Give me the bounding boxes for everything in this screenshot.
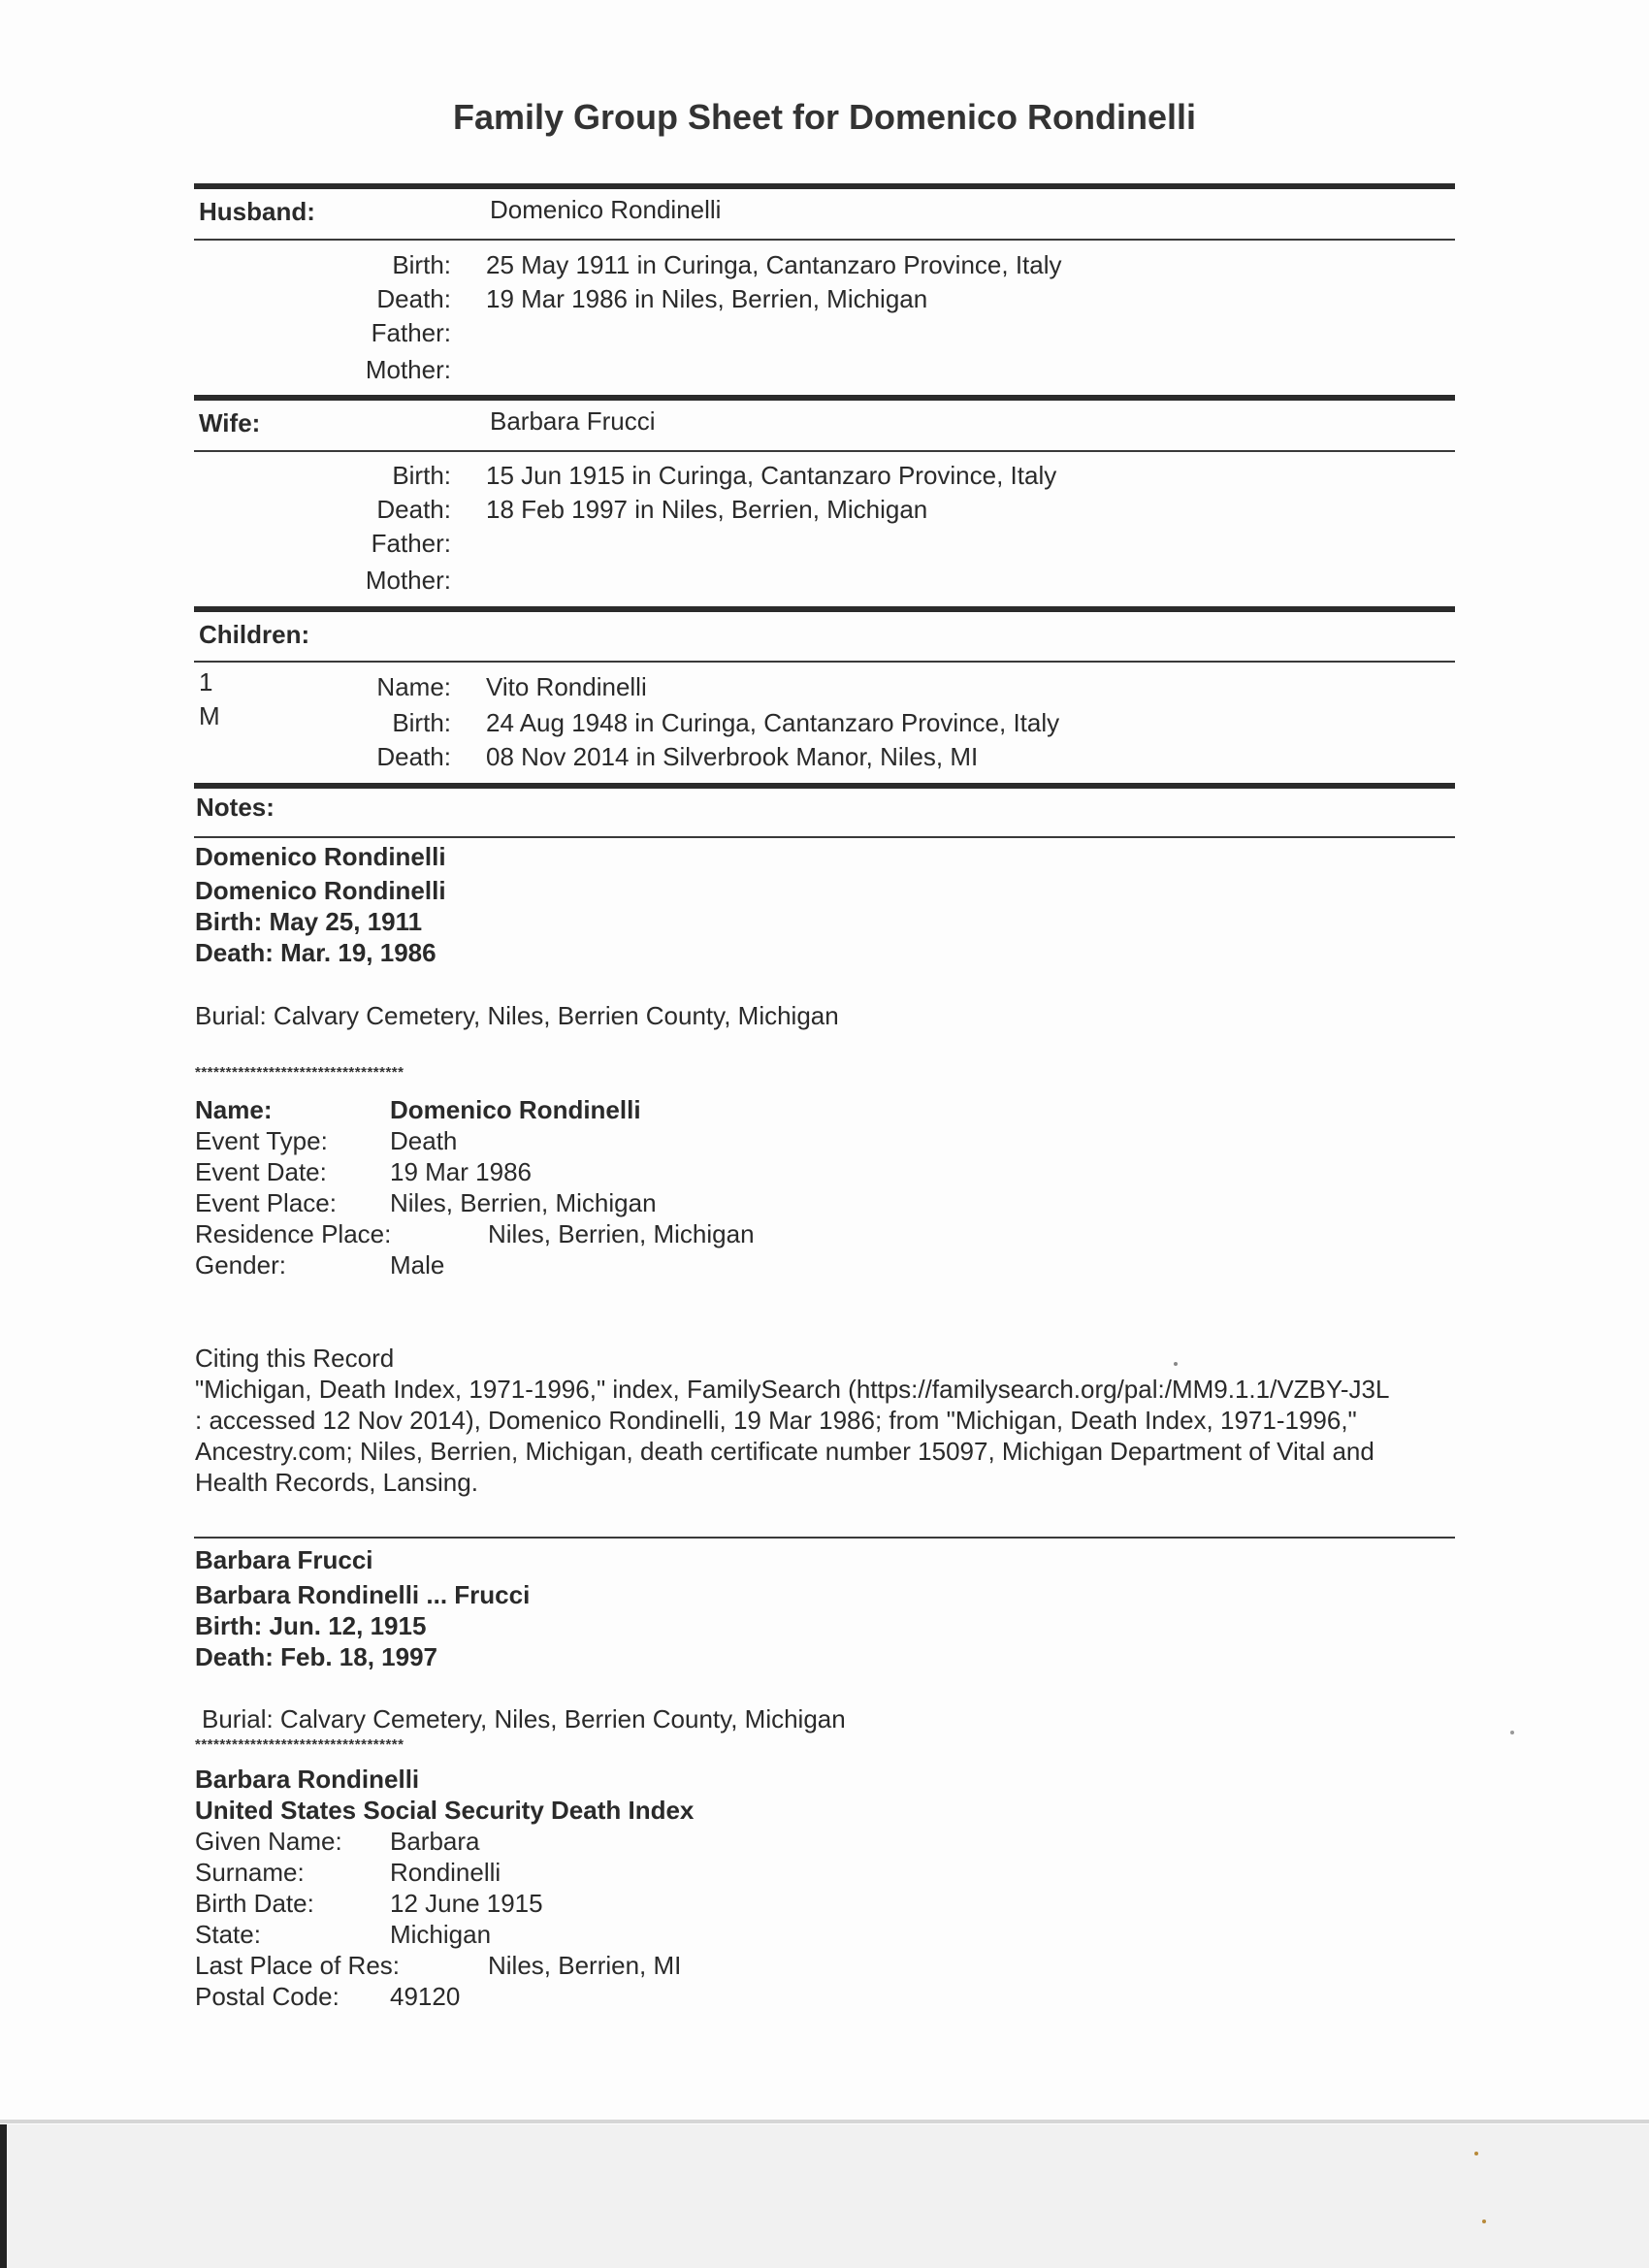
child-sex: M bbox=[199, 701, 220, 730]
notes-heading: Notes: bbox=[196, 793, 275, 822]
child-name-label: Name: bbox=[376, 672, 451, 701]
note-domenico-name: Domenico Rondinelli bbox=[195, 842, 446, 871]
child-birth-value: 24 Aug 1948 in Curinga, Cantanzaro Province, Italy bbox=[486, 708, 1060, 737]
section-divider bbox=[194, 661, 1455, 663]
ssdi-postal-code-value: 49120 bbox=[390, 1982, 461, 2011]
citation-line: "Michigan, Death Index, 1971-1996," index, FamilySearch (https://familysearch.org/pal:/MM9.1.1/VZBY-J3L bbox=[195, 1375, 1390, 1404]
section-rule bbox=[194, 783, 1455, 789]
citation-line: Health Records, Lansing. bbox=[195, 1468, 478, 1497]
child-death-value: 08 Nov 2014 in Silverbrook Manor, Niles, MI bbox=[486, 742, 979, 771]
note-barbara-death: Death: Feb. 18, 1997 bbox=[195, 1642, 437, 1671]
ssdi-name: Barbara Rondinelli bbox=[195, 1765, 420, 1794]
wife-father-label: Father: bbox=[371, 529, 451, 558]
ssdi-birth-date-value: 12 June 1915 bbox=[390, 1889, 543, 1918]
section-divider bbox=[194, 450, 1455, 452]
husband-birth-value: 25 May 1911 in Curinga, Cantanzaro Province, Italy bbox=[486, 250, 1062, 279]
child-number: 1 bbox=[199, 667, 213, 697]
ssdi-given-name-value: Barbara bbox=[390, 1827, 480, 1856]
wife-mother-label: Mother: bbox=[365, 566, 451, 595]
record-event-date-value: 19 Mar 1986 bbox=[390, 1157, 532, 1186]
record-name-value: Domenico Rondinelli bbox=[390, 1095, 641, 1124]
children-heading: Children: bbox=[199, 620, 310, 649]
ssdi-residence-value: Niles, Berrien, MI bbox=[488, 1951, 682, 1980]
note-domenico-birth: Birth: May 25, 1911 bbox=[195, 907, 423, 936]
child-death-label: Death: bbox=[376, 742, 451, 771]
record-event-type-value: Death bbox=[390, 1126, 458, 1155]
husband-father-label: Father: bbox=[371, 318, 451, 347]
child-birth-label: Birth: bbox=[392, 708, 451, 737]
record-residence-value: Niles, Berrien, Michigan bbox=[488, 1219, 755, 1248]
section-rule bbox=[194, 606, 1455, 612]
section-divider bbox=[194, 836, 1455, 838]
ssdi-birth-date-label: Birth Date: bbox=[195, 1889, 314, 1918]
citation-line: Ancestry.com; Niles, Berrien, Michigan, death certificate number 15097, Michigan Department of Vital and bbox=[195, 1437, 1374, 1466]
ssdi-state-label: State: bbox=[195, 1920, 261, 1949]
scan-speck bbox=[1174, 1362, 1178, 1366]
wife-birth-label: Birth: bbox=[392, 461, 451, 490]
note-barbara-name: Barbara Frucci bbox=[195, 1545, 373, 1574]
ssdi-state-value: Michigan bbox=[390, 1920, 492, 1949]
wife-death-value: 18 Feb 1997 in Niles, Berrien, Michigan bbox=[486, 495, 928, 524]
ssdi-residence-label: Last Place of Res: bbox=[195, 1951, 400, 1980]
wife-heading: Wife: bbox=[199, 408, 261, 437]
ssdi-given-name-label: Given Name: bbox=[195, 1827, 342, 1856]
ssdi-postal-code-label: Postal Code: bbox=[195, 1982, 340, 2011]
note-domenico-burial: Burial: Calvary Cemetery, Niles, Berrien County, Michigan bbox=[195, 1001, 839, 1030]
separator-stars: ********************************** bbox=[195, 1736, 404, 1753]
note-domenico-death: Death: Mar. 19, 1986 bbox=[195, 938, 436, 967]
husband-name: Domenico Rondinelli bbox=[490, 195, 722, 224]
page-edge bbox=[0, 2120, 1649, 2123]
wife-name: Barbara Frucci bbox=[490, 406, 656, 436]
record-event-date-label: Event Date: bbox=[195, 1157, 327, 1186]
ssdi-title: United States Social Security Death Index bbox=[195, 1796, 695, 1825]
citation-line: : accessed 12 Nov 2014), Domenico Rondinelli, 19 Mar 1986; from "Michigan, Death Index, 1971-1996," bbox=[195, 1406, 1357, 1435]
record-event-place-value: Niles, Berrien, Michigan bbox=[390, 1188, 657, 1217]
scan-speck bbox=[1482, 2219, 1486, 2223]
husband-mother-label: Mother: bbox=[365, 355, 451, 384]
husband-death-value: 19 Mar 1986 in Niles, Berrien, Michigan bbox=[486, 284, 928, 313]
child-name-value: Vito Rondinelli bbox=[486, 672, 647, 701]
section-rule bbox=[194, 395, 1455, 401]
scan-edge-shadow bbox=[0, 2124, 7, 2268]
record-event-type-label: Event Type: bbox=[195, 1126, 328, 1155]
note-domenico-name-alt: Domenico Rondinelli bbox=[195, 876, 446, 905]
note-barbara-burial: Burial: Calvary Cemetery, Niles, Berrien County, Michigan bbox=[202, 1704, 846, 1733]
wife-death-label: Death: bbox=[376, 495, 451, 524]
separator-stars: ********************************** bbox=[195, 1064, 404, 1081]
section-rule bbox=[194, 183, 1455, 189]
note-divider bbox=[194, 1537, 1455, 1539]
page-title: Family Group Sheet for Domenico Rondinelli bbox=[452, 97, 1197, 137]
scan-speck bbox=[1474, 2152, 1478, 2155]
record-name-label: Name: bbox=[195, 1095, 273, 1124]
wife-birth-value: 15 Jun 1915 in Curinga, Cantanzaro Province, Italy bbox=[486, 461, 1057, 490]
record-residence-label: Residence Place: bbox=[195, 1219, 392, 1248]
ssdi-surname-value: Rondinelli bbox=[390, 1858, 501, 1887]
note-barbara-birth: Birth: Jun. 12, 1915 bbox=[195, 1611, 427, 1640]
scanner-background bbox=[0, 2124, 1649, 2268]
section-divider bbox=[194, 239, 1455, 241]
husband-birth-label: Birth: bbox=[392, 250, 451, 279]
husband-heading: Husband: bbox=[199, 197, 315, 226]
scan-speck bbox=[1510, 1731, 1514, 1734]
ssdi-surname-label: Surname: bbox=[195, 1858, 305, 1887]
citing-heading: Citing this Record bbox=[195, 1344, 395, 1373]
husband-death-label: Death: bbox=[376, 284, 451, 313]
note-barbara-name-alt: Barbara Rondinelli ... Frucci bbox=[195, 1580, 531, 1609]
record-gender-value: Male bbox=[390, 1250, 445, 1280]
record-gender-label: Gender: bbox=[195, 1250, 286, 1280]
record-event-place-label: Event Place: bbox=[195, 1188, 337, 1217]
